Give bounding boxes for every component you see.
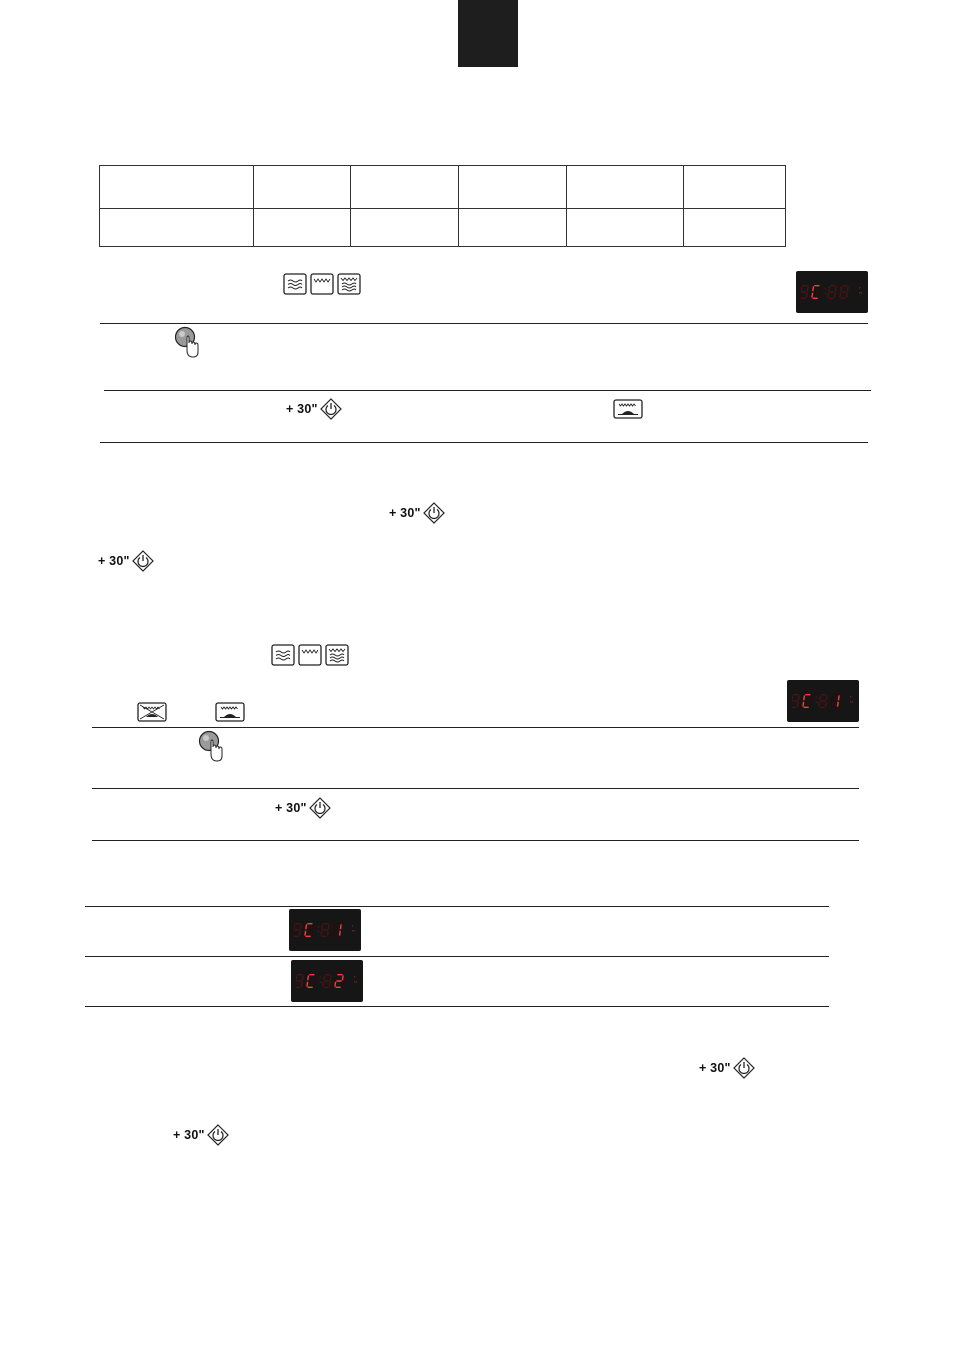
start-diamond-icon: [320, 398, 342, 420]
lcd-digit: [304, 923, 314, 937]
lcd-segment: [321, 924, 323, 929]
start-diamond-icon: [733, 1057, 755, 1079]
start-diamond-icon: [207, 1124, 229, 1146]
table-cell: [100, 166, 254, 209]
lcd-segment: [296, 987, 301, 988]
lcd-segment: [307, 987, 312, 988]
mode-buttons-group: [283, 273, 361, 295]
lcd-segment: [819, 286, 821, 291]
lcd-segment: [325, 974, 330, 975]
dial-knob-hand-icon[interactable]: [198, 730, 224, 764]
divider: [85, 906, 829, 907]
lcd-segment: [801, 298, 806, 299]
divider: [85, 1006, 829, 1007]
lcd-segment: [295, 923, 300, 924]
lcd-segment: [825, 702, 827, 707]
lcd-digit: [296, 974, 304, 988]
lcd-segment: [818, 293, 820, 298]
table-cell: [351, 166, 459, 209]
lcd-segment: [294, 929, 299, 930]
lcd-segment: [792, 700, 797, 701]
table-cell: [567, 166, 684, 209]
lcd-segment: [335, 975, 337, 980]
lcd-segment: [305, 924, 307, 929]
lcd-segment: [337, 974, 342, 975]
lcd-segment: [842, 285, 847, 286]
table-cell: [351, 209, 459, 247]
lcd-digit: [830, 694, 840, 708]
lcd-segment: [311, 931, 313, 936]
lcd-segment: [324, 980, 329, 981]
lcd-colon-dot: [320, 982, 322, 984]
lcd-segment: [812, 298, 817, 299]
lcd-digit: [294, 923, 302, 937]
lcd-segment: [296, 975, 297, 980]
lcd-segment: [335, 987, 340, 988]
lcd-segment: [294, 924, 295, 929]
convection-fan-icon[interactable]: [137, 702, 167, 722]
mode-buttons-group: [271, 644, 349, 666]
lcd-segment: [313, 982, 315, 987]
grill-tray-icon[interactable]: [215, 702, 245, 722]
lcd-segment: [335, 923, 340, 924]
lcd-segment: [339, 931, 341, 936]
lcd-segment: [837, 702, 839, 707]
lcd-segment: [802, 702, 804, 707]
table-cell: [684, 166, 786, 209]
lcd-digit: [320, 923, 330, 937]
lcd-segment: [814, 285, 819, 286]
lcd-segment: [333, 936, 338, 937]
lcd-digit: [792, 694, 800, 708]
lcd-digit: [811, 285, 821, 299]
lcd-segment: [334, 982, 336, 987]
lcd-segment: [328, 924, 330, 929]
lcd-segment: [812, 286, 814, 291]
start-30s-button[interactable]: [389, 502, 445, 524]
lcd-segment: [332, 931, 334, 936]
lcd-segment: [820, 700, 825, 701]
lcd-segment: [333, 924, 335, 929]
table-cell: [254, 166, 351, 209]
lcd-segment: [819, 707, 824, 708]
start-button-label: + 30": [98, 554, 130, 568]
lcd-segment: [838, 695, 840, 700]
lcd-segment: [847, 286, 849, 291]
lcd-segment: [830, 702, 832, 707]
lcd-segment: [828, 298, 833, 299]
lcd-segment: [827, 293, 829, 298]
lcd-segment: [819, 695, 821, 700]
lcd-segment: [340, 924, 342, 929]
lcd-unit-indicator: ▪ ▪▪: [352, 923, 355, 933]
lcd-segment: [299, 931, 301, 936]
lcd-segment: [831, 695, 833, 700]
lcd-colon-dot: [816, 702, 818, 704]
lcd-segment: [309, 974, 314, 975]
lcd-segment: [834, 293, 836, 298]
lcd-digits: [801, 282, 857, 302]
divider: [100, 442, 868, 443]
lcd-segment: [327, 931, 329, 936]
lcd-segment: [323, 923, 328, 924]
lcd-segment: [334, 929, 339, 930]
lcd-segment: [831, 707, 836, 708]
start-button-label: + 30": [699, 1061, 731, 1075]
lcd-digit: [306, 974, 316, 988]
start-30s-button[interactable]: [286, 398, 342, 420]
lcd-colon-dot: [825, 293, 827, 295]
divider: [92, 840, 859, 841]
lcd-segment: [803, 707, 808, 708]
microwave-waves-icon[interactable]: [271, 644, 295, 666]
lcd-digit: [322, 974, 332, 988]
lcd-segment: [301, 982, 303, 987]
lcd-digits: [296, 971, 352, 991]
lcd-display-1: [796, 271, 868, 313]
lcd-segment: [797, 702, 799, 707]
lcd-segment: [336, 980, 341, 981]
lcd-segment: [296, 980, 301, 981]
microwave-waves-icon[interactable]: [283, 273, 307, 295]
combination-icon[interactable]: [337, 273, 361, 295]
lcd-segment: [305, 936, 310, 937]
start-30s-button[interactable]: [173, 1124, 229, 1146]
table-row: [100, 209, 786, 247]
lcd-segment: [342, 975, 344, 980]
lcd-colon-dot: [320, 977, 322, 979]
lcd-segment: [807, 286, 809, 291]
table-cell: [254, 209, 351, 247]
lcd-colon-dot: [318, 931, 320, 933]
lcd-segment: [300, 924, 302, 929]
start-button-label: + 30": [173, 1128, 205, 1142]
lcd-segment: [312, 924, 314, 929]
lcd-segment: [323, 987, 328, 988]
table-cell: [459, 166, 567, 209]
grill-element-icon[interactable]: [310, 273, 334, 295]
divider: [100, 323, 868, 324]
lcd-segment: [818, 702, 820, 707]
lcd-segment: [840, 286, 842, 291]
lcd-display-4: [291, 960, 363, 1002]
lcd-colon-dot: [816, 697, 818, 699]
lcd-colon-dot: [318, 926, 320, 928]
lcd-segment: [304, 931, 306, 936]
lcd-segment: [805, 694, 810, 695]
page-header-tab: [458, 0, 518, 67]
start-30s-button[interactable]: [699, 1057, 755, 1079]
lcd-segment: [833, 694, 838, 695]
lcd-segment: [830, 285, 835, 286]
table-cell: [567, 209, 684, 247]
lcd-unit-indicator: ▪ ▪▪: [850, 694, 853, 704]
lcd-digit: [827, 285, 837, 299]
combination-icon[interactable]: [325, 644, 349, 666]
lcd-segment: [314, 975, 316, 980]
start-diamond-icon: [423, 502, 445, 524]
start-button-label: + 30": [286, 402, 318, 416]
lcd-segment: [320, 931, 322, 936]
lcd-unit-indicator: ▪ ▪▪: [354, 974, 357, 984]
lcd-segment: [802, 285, 807, 286]
lcd-segment: [841, 291, 846, 292]
lcd-digit: [332, 923, 342, 937]
lcd-segment: [322, 929, 327, 930]
start-30s-button[interactable]: [98, 550, 154, 572]
lcd-segment: [330, 975, 332, 980]
lcd-segment: [832, 700, 837, 701]
lcd-segment: [302, 975, 304, 980]
lcd-segment: [329, 982, 331, 987]
lcd-segment: [826, 695, 828, 700]
lcd-digit: [334, 974, 344, 988]
lcd-segment: [322, 982, 324, 987]
lcd-segment: [801, 286, 802, 291]
table-cell: [100, 209, 254, 247]
lcd-segment: [835, 286, 837, 291]
start-button-label: + 30": [275, 801, 307, 815]
lcd-segment: [821, 694, 826, 695]
lcd-digit: [818, 694, 828, 708]
start-diamond-icon: [309, 797, 331, 819]
lcd-segment: [792, 695, 793, 700]
lcd-segment: [308, 980, 313, 981]
lcd-digits: [792, 691, 848, 711]
lcd-segment: [294, 936, 299, 937]
table-cell: [684, 209, 786, 247]
lcd-segment: [792, 707, 797, 708]
lcd-segment: [798, 695, 800, 700]
table-row: [100, 166, 786, 209]
lcd-digit: [802, 694, 812, 708]
lcd-segment: [809, 702, 811, 707]
grill-tray-icon[interactable]: [613, 399, 643, 419]
lcd-unit-indicator: ▪ ▪▪: [859, 285, 862, 295]
lcd-segment: [806, 293, 808, 298]
lcd-segment: [803, 695, 805, 700]
lcd-digits: [294, 920, 350, 940]
lcd-segment: [321, 936, 326, 937]
start-30s-button[interactable]: [275, 797, 331, 819]
lcd-segment: [804, 700, 809, 701]
grill-element-icon[interactable]: [298, 644, 322, 666]
divider: [85, 956, 829, 957]
lcd-segment: [297, 974, 302, 975]
table-cell: [459, 209, 567, 247]
start-diamond-icon: [132, 550, 154, 572]
lcd-digit: [801, 285, 809, 299]
power-level-table: [99, 165, 786, 247]
lcd-segment: [813, 291, 818, 292]
lcd-segment: [306, 982, 308, 987]
lcd-digit: [839, 285, 849, 299]
lcd-segment: [793, 694, 798, 695]
lcd-colon-dot: [825, 288, 827, 290]
lcd-segment: [828, 286, 830, 291]
lcd-segment: [801, 291, 806, 292]
dial-knob-hand-icon[interactable]: [174, 326, 200, 360]
start-button-label: + 30": [389, 506, 421, 520]
lcd-segment: [839, 293, 841, 298]
divider: [104, 390, 871, 391]
lcd-segment: [811, 293, 813, 298]
lcd-display-2: [787, 680, 859, 722]
lcd-segment: [829, 291, 834, 292]
lcd-display-3: [289, 909, 361, 951]
lcd-segment: [846, 293, 848, 298]
lcd-segment: [323, 975, 325, 980]
divider: [92, 727, 859, 728]
lcd-segment: [341, 982, 343, 987]
lcd-segment: [307, 923, 312, 924]
lcd-segment: [306, 929, 311, 930]
lcd-segment: [307, 975, 309, 980]
lcd-segment: [810, 695, 812, 700]
divider: [92, 788, 859, 789]
lcd-segment: [840, 298, 845, 299]
